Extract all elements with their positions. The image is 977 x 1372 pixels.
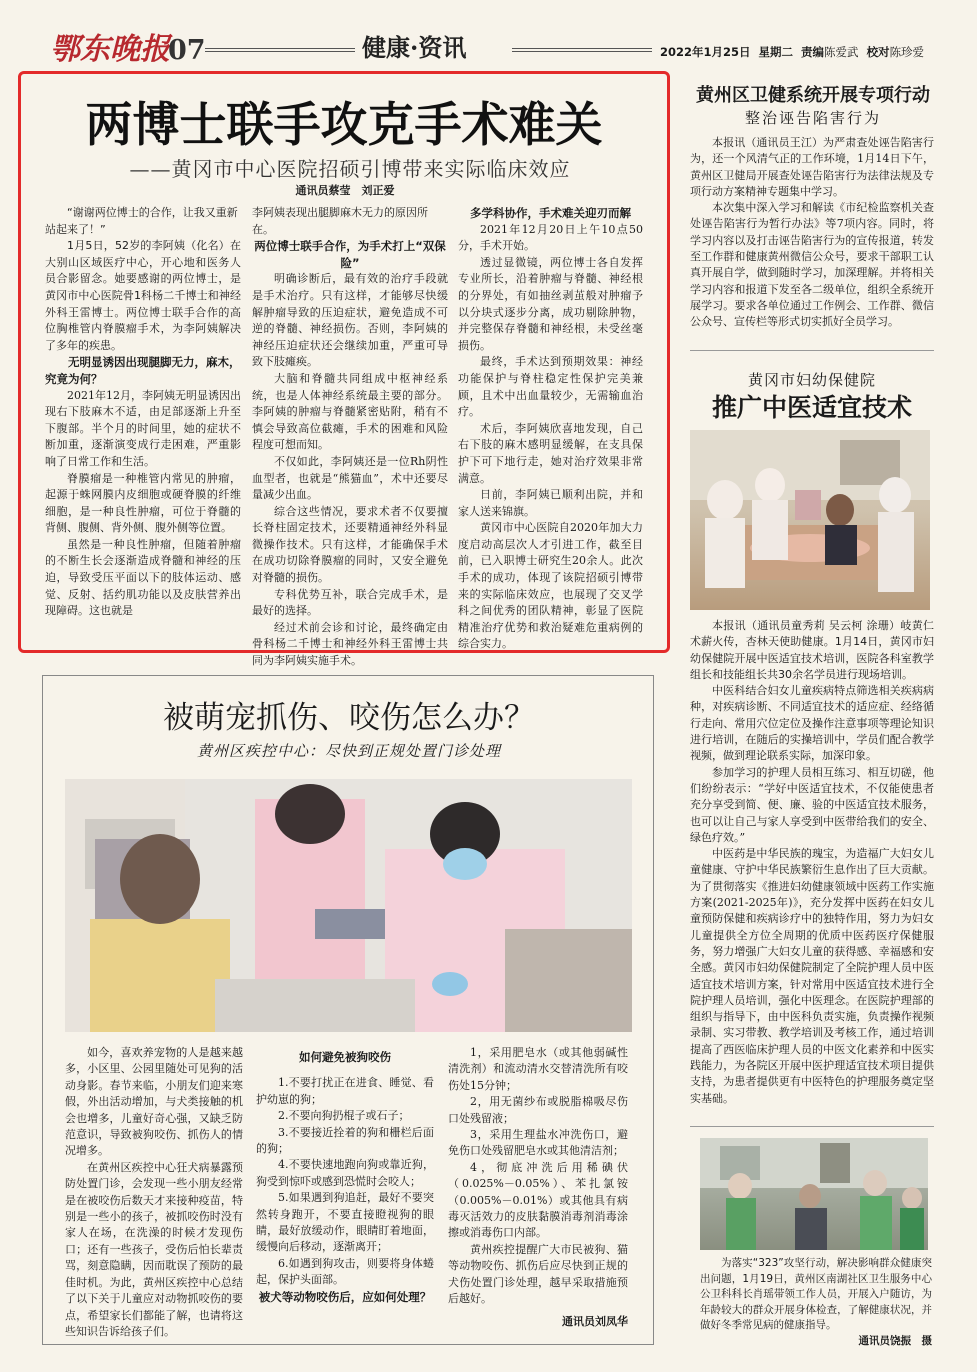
masthead-rule-right bbox=[512, 48, 652, 52]
lead-paragraph: 综合这些情况，要求术者不仅要擅长脊柱固定技术，还要精通神经外科显微操作技术。只有这样，才能确保手术在成功切除脊膜瘤的同时，又安全避免对脊髓的损伤。 bbox=[252, 504, 448, 585]
lead-paragraph: 脊膜瘤是一种椎管内常见的肿瘤，起源于蛛网膜内皮细胞或硬脊膜的纤维细胞，是一种良性肿瘤，可位于脊髓的背侧、腹侧、背外侧、腹外侧等位置。 bbox=[45, 471, 241, 535]
right1-paragraph: 本次集中深入学习和解读《市纪检监察机关查处诬告陷害行为暂行办法》等7项内容。同时，将学习内容以及打击诬告陷害行为的宣传报道，转发至工作群和健康黄州微信公众号，要求干部职工认真开展自学，做到随时学习，加深理解。并将相关学习内容和报道下发至各二级单位，组织全系统开展学习。要求各单位通过工作例会、工作群、微信公众号、宣传栏等形式切实抓好全员学习。 bbox=[690, 201, 934, 329]
lead-paragraph: 不仅如此，李阿姨还是一位Rh阴性血型者，也就是“熊猫血”，术中还要尽量减少出血。 bbox=[252, 454, 448, 502]
page-number: 07 bbox=[168, 35, 206, 66]
lead-paragraph: 透过显微镜，两位博士各自发挥专业所长，沿着肿瘤与脊髓、神经根的分界处，有如抽丝剥茧般对肿瘤予以分块式逐步分离，成功剔除肿物，并完整保存脊髓和神经根，未受丝毫损伤。 bbox=[458, 255, 643, 352]
right1-paragraph: 本报讯（通讯员王江）为严肃查处诬告陷害行为，还一个风清气正的工作环境，1月14日下午，黄州区卫健局开展查处诬告陷害行为法律法规及专项行动方案精神专题集中学习。 bbox=[690, 136, 934, 198]
pet-subhead-2: 被犬等动物咬伤后，应如何处理？ bbox=[258, 1289, 432, 1304]
proof-label: 校对 bbox=[866, 45, 890, 59]
right-divider bbox=[690, 350, 934, 351]
issue-weekday: 星期二 bbox=[758, 45, 794, 59]
wound-care-photo bbox=[65, 779, 632, 1032]
lead-column-2 bbox=[252, 205, 448, 668]
lead-paragraph: 黄冈市中心医院自2020年加大力度启动高层次人才引进工作，截至目前，已入职博士研究生20余人。此次手术的成功，体现了该院招硕引博带来的实际临床效应，也展现了交叉学科之间优秀的团队精神，彰显了医院精准治疗优势和救治疑难危重病例的综合实力。 bbox=[458, 521, 643, 651]
right2-paragraph: 参加学习的护理人员相互练习、相互切磋，他们纷纷表示：“学好中医适宜技术，不仅能使患者充分享受到简、便、廉、验的中医适宜技术服务，也可以让自己与家人享受到中医带给我们的安全、绿色疗效。” bbox=[690, 765, 934, 844]
pet-column-1 bbox=[65, 1045, 243, 1338]
list-item: 3，采用生理盐水冲洗伤口，避免伤口处残留肥皂水或其他清洁剂； bbox=[448, 1128, 628, 1158]
issue-date: 2022年1月25日 bbox=[660, 45, 751, 59]
right-divider bbox=[690, 1126, 934, 1127]
pet-paragraph: 如今，喜欢养宠物的人是越来越多，小区里、公园里随处可见狗的活动身影。春节来临，小朋友们迎来寒假，外出活动增加，与犬类接触的机会也增多，儿童好奇心强，又缺乏防范意识，导致被狗咬伤、抓伤人的情况增多。 bbox=[65, 1046, 243, 1158]
right2-paragraph: 中医药是中华民族的瑰宝，为造福广大妇女儿童健康、守护中华民族繁衍生息作出了巨大贡献。为了贯彻落实《推进妇幼健康领域中医药工作实施方案(2021-2025年)》，充分发挥中医药在妇女儿童预防保健和疾病诊疗中的独特作用，努力为妇女儿童提供全方位全周期的优质中医药医疗保健服务，努力增强广大妇女儿童的获得感、幸福感和安全感。黄冈市妇幼保健院制定了全院护理人员中医适宜技术培训方案，针对常用中医适宜技术进行全院护理人员培训，强化中医理念。在医院护理部的组织与指导下，由中医科负责实施，负责操作视频录制、实习带教、教学培训及考核工作，通过培训提高了西医临床护理人员的中医文化素养和中医实践能力，为各院区开展中医护理适宜技术项目提供支持，为患者提供更有中医特色的护理服务奠定坚实基础。 bbox=[690, 847, 934, 1105]
lead-paragraph: 日前，李阿姨已顺利出院，并和家人送来锦旗。 bbox=[458, 488, 643, 518]
lead-intro: 1月5日，52岁的李阿姨（化名）在大别山区域医疗中心，开心地和医务人员合影留念。她要感谢的两位博士，是黄冈市中心医院骨1科杨二千博士和神经外科王雷博士。两位博士联手合作的高位胸椎管内脊膜瘤手术，为李阿姨解决了多年的疾患。 bbox=[45, 239, 241, 352]
right2-paragraph: 本报讯（通讯员童秀莉 吴云柯 涂珊）岐黄仁术薪火传，杏林天使助健康。1月14日，黄冈市妇幼保健院开展中医适宜技术培训，医院各科室教学组长和技能组长共30余名学员进行现场培训。 bbox=[690, 619, 934, 681]
lead-paragraph: 大脑和脊髓共同组成中枢神经系统，也是人体神经系统最主要的部分。李阿姨的肿瘤与脊髓紧密贴附，稍有不慎会导致高位截瘫，手术的困难和风险程度可想而知。 bbox=[252, 371, 448, 452]
pet-paragraph: 在黄州区疾控中心狂犬病暴露预防处置门诊，会发现一些小朋友经常是在被咬伤后数天才来接种疫苗，特别是一些小的孩子，被抓咬伤时没有家人在场，在洗澡的时候才发现伤口；还有一些孩子，受伤后怕长辈责骂，刻意隐瞒，因而耽误了预防的最佳时机。为此，黄州区疾控中心总结了以下关于儿童应对动物抓咬伤的要点，希望家长们都能了解，也请将这些知识告诉给孩子们。 bbox=[65, 1160, 243, 1338]
list-item: 3.不要接近拴着的狗和栅栏后面的狗； bbox=[256, 1125, 434, 1156]
pet-byline: 通讯员刘凤华 bbox=[562, 1314, 628, 1328]
list-item: 4，彻底冲洗后用稀碘伏（0.025%－0.05%）、苯扎氯铵（0.005%－0.01%）或其他具有病毒灭活效力的皮肤黏膜消毒剂消毒涂擦或消毒伤口内部。 bbox=[448, 1160, 628, 1240]
list-item: 4.不要快速地跑向狗或靠近狗，狗受到惊吓或感到恐慌时会咬人； bbox=[256, 1158, 434, 1188]
list-item: 2，用无菌纱布或脱脂棉吸尽伤口处残留液； bbox=[448, 1095, 628, 1125]
list-item: 5.如果遇到狗追赶，最好不要突然转身跑开，不要直接瞪视狗的眼睛，最好放缓动作，眼睛盯着地面，缓慢向后移动，逐渐离开； bbox=[256, 1191, 434, 1254]
lead-paragraph: 术后，李阿姨欣喜地发现，自己右下肢的麻木感明显缓解，在支具保护下可下地行走，她对治疗效果非常满意。 bbox=[458, 421, 643, 485]
proof-name: 陈珍爱 bbox=[889, 45, 925, 59]
right2-kicker: 黄冈市妇幼保健院 bbox=[747, 371, 876, 389]
right2-body bbox=[690, 618, 934, 1118]
home-visit-photo bbox=[700, 1138, 928, 1250]
pet-paragraph: 黄州疾控提醒广大市民被狗、猫等动物咬伤、抓伤后应尽快到正规的犬伤处置门诊处理，越早采取措施预后越好。 bbox=[448, 1242, 628, 1306]
lead-paragraph: 经过术前会诊和讨论，最终确定由骨科杨二千博士和神经外科王雷博士共同为李阿姨实施手术。 bbox=[252, 620, 448, 668]
right2-title: 推广中医适宜技术 bbox=[711, 393, 912, 422]
pet-title: 被萌宠抓伤、咬伤怎么办？ bbox=[163, 700, 535, 736]
photo-caption bbox=[700, 1256, 932, 1346]
lead-paragraph: 2021年12月，李阿姨无明显诱因出现右下肢麻木不适，由足部逐渐上升至下腹部。半个月的时间里，她的症状不断加重，逐渐演变成行走困难，严重影响了日常工作和生活。 bbox=[45, 388, 241, 468]
list-item: 6.如遇到狗攻击，则要将身体蜷起，保护头面部。 bbox=[256, 1256, 434, 1287]
home-visit-illustration bbox=[700, 1138, 928, 1250]
tcm-training-photo bbox=[690, 430, 930, 610]
lead-paragraph: 2021年12月20日上午10点50分，手术开始。 bbox=[458, 222, 643, 253]
right2-paragraph: 中医科结合妇女儿童疾病特点筛选相关疾病病种，对疾病诊断、不同适宜技术的适应症、经络循行走向、常用穴位定位及操作注意事项等理论知识进行培训，在随后的实操培训中，学员们配合教学视频，做到理论联系实际，加深印象。 bbox=[690, 684, 934, 763]
lead-quote: “谢谢两位博士的合作，让我又重新站起来了！” bbox=[45, 206, 238, 236]
lead-subhead-2: 两位博士联手合作，为手术打上“双保险” bbox=[254, 239, 446, 270]
caption-credit: 通讯员饶振 摄 bbox=[858, 1334, 932, 1347]
right1-body bbox=[690, 135, 934, 335]
lead-title: 两博士联手攻克手术难关 bbox=[85, 98, 603, 153]
editor-label: 责编 bbox=[801, 45, 825, 59]
list-item: 1.不要打扰正在进食、睡觉、看护幼崽的狗； bbox=[256, 1076, 434, 1106]
list-item: 1，采用肥皂水（或其他弱碱性清洗剂）和流动清水交替清洗所有咬伤处15分钟； bbox=[448, 1046, 628, 1092]
lead-paragraph: 虽然是一种良性肿瘤，但随着肿瘤的不断生长会逐渐造成脊髓和神经的压迫，导致受压平面以下的肢体运动、感觉、反射、括约肌功能以及皮肤营养出现障碍。这也就是 bbox=[45, 537, 241, 618]
caption-text: 为落实“323”攻坚行动，解决影响群众健康突出问题，1月19日，黄州区南湖社区卫生服务中心公卫科科长肖瑶带领工作人员，开展入户随访，为年龄较大的群众开展身体检查，了解健康状况，并做好冬季常见病的健康指导。 bbox=[700, 1257, 932, 1331]
lead-subhead-3: 多学科协作，手术难关迎刃而解 bbox=[470, 206, 631, 220]
lead-paragraph: 明确诊断后，最有效的治疗手段就是手术治疗。只有这样，才能够尽快缓解肿瘤导致的压迫症状，避免造成不可逆的脊髓、神经损伤。否则，李阿姨的神经压迫症状还会继续加重，严重可导致下肢瘫痪。 bbox=[252, 272, 448, 369]
right1-subtitle: 整治诬告陷害行为 bbox=[744, 109, 881, 127]
paper-name: 鄂东晚报 bbox=[50, 32, 170, 67]
right1-title: 黄州区卫健系统开展专项行动 bbox=[696, 85, 930, 106]
list-item: 2.不要向狗扔棍子或石子； bbox=[278, 1109, 410, 1123]
lead-paragraph: 最终，手术达到预期效果：神经功能保护与脊柱稳定性保护完美兼顾，且术中出血量较少，无需输血治疗。 bbox=[458, 355, 643, 419]
lead-byline: 通讯员蔡莹 刘正爱 bbox=[295, 184, 395, 197]
section-name: 健康·资讯 bbox=[362, 33, 467, 62]
lead-column-3 bbox=[458, 205, 643, 651]
pet-column-2 bbox=[256, 1045, 434, 1335]
pet-subhead-1: 如何避免被狗咬伤 bbox=[299, 1050, 391, 1064]
lead-paragraph: 李阿姨表现出腿脚麻木无力的原因所在。 bbox=[252, 206, 428, 236]
masthead-rule-left bbox=[205, 48, 355, 52]
dog-safety-list bbox=[256, 1075, 434, 1288]
wound-care-illustration bbox=[65, 779, 632, 1032]
lead-subtitle: ——黄冈市中心医院招硕引博带来实际临床效应 bbox=[129, 157, 571, 181]
lead-subhead-1: 无明显诱因出现腿脚无力，麻木，究竟为何？ bbox=[45, 355, 241, 386]
pet-column-3 bbox=[448, 1045, 628, 1335]
masthead-meta bbox=[660, 44, 924, 60]
bite-treatment-list bbox=[448, 1045, 628, 1242]
editor-name: 陈爱武 bbox=[824, 45, 859, 59]
lead-column-1 bbox=[45, 205, 241, 645]
tcm-training-illustration bbox=[690, 430, 930, 610]
pet-subtitle: 黄州区疾控中心：尽快到正规处置门诊处理 bbox=[196, 742, 501, 760]
lead-paragraph: 专科优势互补，联合完成手术，是最好的选择。 bbox=[252, 587, 448, 618]
